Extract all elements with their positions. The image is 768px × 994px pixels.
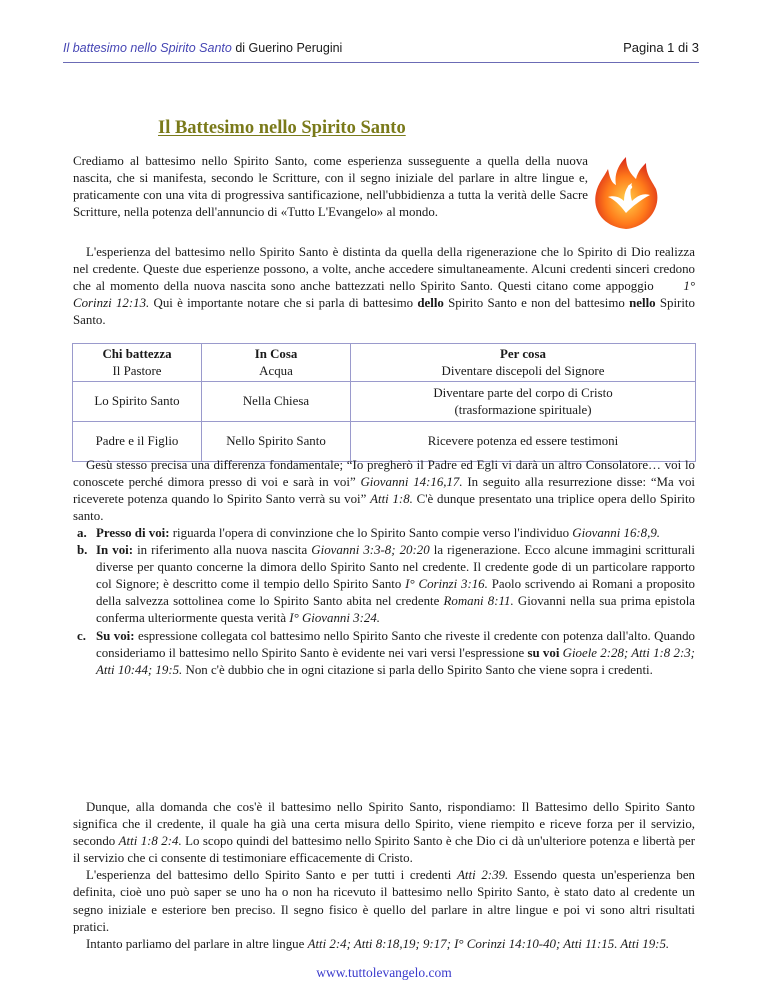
scripture-ref: Atti 2:4; Atti 8:18,19; 9:17; I° Corinzi 14:10-40; Atti 11:15. Atti 19:5. [307,936,670,951]
paragraph-definition: Dunque, alla domanda che cos'è il battesimo nello Spirito Santo, rispondiamo: Il Battesimo dello Spirito Santo significa che il credente, il quale ha già una certa misura dello Spirito, viene riempito e riceve forza per il servizio, secondo Atti 1:8 2:4. Lo scopo quindi del battesimo nello Spirito Santo è che Dio ci dà un'ulteriore potenza e libertà per il servizio che ci consente di testimoniare efficacemente di Cristo. [73,800,695,866]
scripture-ref: I° Corinzi 3:16. [405,577,488,592]
header-author: di Guerino Perugini [235,41,343,55]
scripture-ref: I° Giovanni 3:24. [289,611,381,626]
text: Spirito Santo e non del battesimo [448,296,625,311]
page-header [63,38,699,63]
document-title: Il Battesimo nello Spirito Santo [158,118,406,138]
bold-word: nello [629,296,656,311]
table-header-row [73,344,696,382]
page-number: Pagina 1 di 3 [623,40,699,55]
table-header-cell: In Cosa Acqua [202,344,351,382]
paragraph-tongues: Intanto parliamo del parlare in altre lingue Atti 2:4; Atti 8:18,19; 9:17; I° Corinzi 14:10-40; Atti 11:15. Atti 19:5. [86,936,670,951]
table-cell: Ricevere potenza ed essere testimoni [351,422,696,462]
scripture-ref: Atti 1:8. [370,492,413,507]
scripture-ref: Atti 1:8 2:4. [118,834,182,849]
table-cell: Diventare parte del corpo di Cristo (trasformazione spirituale) [351,382,696,422]
table-cell: Padre e il Figlio [73,422,202,462]
list-item: c. Su voi: espressione collegata col battesimo nello Spirito Santo che riveste il credente con potenza dall'alto. Quando consideriamo il battesimo nello Spirito Santo è evidente nei vari versi l'espressione su voi Gioele 2:28; Atti 1:8 2:3; Atti 10:44; 19:5. Non c'è dubbio che in ogni citazione si parla dello Spirito Santo che viene sopra i credenti. [77,628,695,677]
scripture-ref: Giovanni 16:8,9. [572,526,661,540]
text: Qui è importante notare che si parla di battesimo [153,296,414,311]
header-left [63,41,342,55]
table-header-cell: Per cosa Diventare discepoli del Signore [351,344,696,382]
scripture-ref: Romani 8:11. [443,594,514,609]
footer-website-link[interactable]: www.tuttolevangelo.com [316,965,452,980]
table-cell: Nello Spirito Santo [202,422,351,462]
scripture-ref: Gioele 2:28; Atti 1:8 2:3; Atti 10:44; 19:5. [96,645,695,677]
scripture-ref: 1° Corinzi 12:13. [73,279,695,311]
scripture-ref: Giovanni 3:3-8; 20:20 [311,543,430,558]
list-item: a. Presso di voi: riguarda l'opera di convinzione che lo Spirito Santo compie verso l'individuo Giovanni 16:8,9. [77,526,661,540]
text: L'esperienza del battesimo nello Spirito Santo è distinta da quella della rigenerazione che lo Spirito di Dio realizza nel credente. Queste due esperienze possono, a volte, anche accedere simultaneamente. Alcuni credenti sinceri credono che al momento della nuova nascita sono anche battezzati nello Spirito Santo. Questi citano come appoggio [73,245,695,294]
paragraph-distinction [73,244,695,329]
table-cell: Nella Chiesa [202,382,351,422]
table-header-cell: Chi battezza Il Pastore [73,344,202,382]
conclusion-block [73,799,695,953]
paragraph-for-all: L'esperienza del battesimo dello Spirito Santo e per tutti i credenti Atti 2:39. Essendo questa un'esperienza ben definita, cioè uno può saper se uno ha o non ha ricevuto il battesimo nello Spirito Santo, è stato dato al credente un segno iniziale e esteriore ben preciso. Il segno fisico è quello del parlare in altre lingue e poi vi sono altri risultati pratici. [73,868,695,934]
scripture-ref: Atti 2:39. [457,868,509,883]
dove-flame-icon [586,153,666,233]
list-item: b. In voi: in riferimento alla nuova nascita Giovanni 3:3-8; 20:20 la rigenerazione. Ecco alcune immagini scritturali diverse per quanto concerne la dimora dello Spirito Santo nel credente. Il credente gode di un particolare rapporto col Signore; è descritto come il tempio dello Spirito Santo I° Corinzi 3:16. Paolo scrivendo ai Romani a proposito della salvezza sottolinea come lo Spirito Santo abita nel credente Romani 8:11. Giovanni nella sua prima epistola conferma ulteriormente questa verità I° Giovanni 3:24. [77,543,695,626]
text: Spirito Santo. [73,296,695,328]
paragraph-jesus-difference: Gesù stesso precisa una differenza fondamentale; “Io pregherò il Padre ed Egli vi darà un altro Consolatore… voi lo conoscete perché dimora presso di voi e sarà in voi” Giovanni 14:16,17. In seguito alla resurrezione disse: “Ma voi riceverete potenza quando lo Spirito Santo verrà su voi” Atti 1:8. C'è dunque presentato una triplice opera dello Spirito santo. [73,458,695,524]
bold-word: dello [417,296,444,311]
intro-paragraph: Crediamo al battesimo nello Spirito Santo, come esperienza susseguente a quella della nuova nascita, che si manifesta, secondo le Scritture, con il segno iniziale del parlare in altre lingue e, praticamente con una vita di progressiva santificazione, nell'ubbidienza a tutta la verità delle Sacre Scritture, nella potenza dell'annuncio di «Tutto L'Evangelo» al mondo. [73,154,588,220]
table-row [73,382,696,422]
scripture-ref: Giovanni 14:16,17. [360,475,463,490]
header-doc-title: Il battesimo nello Spirito Santo [63,41,232,55]
table-cell: Lo Spirito Santo [73,382,202,422]
baptism-comparison-table [72,343,696,462]
table-row [73,422,696,462]
triple-work-list [73,525,695,679]
